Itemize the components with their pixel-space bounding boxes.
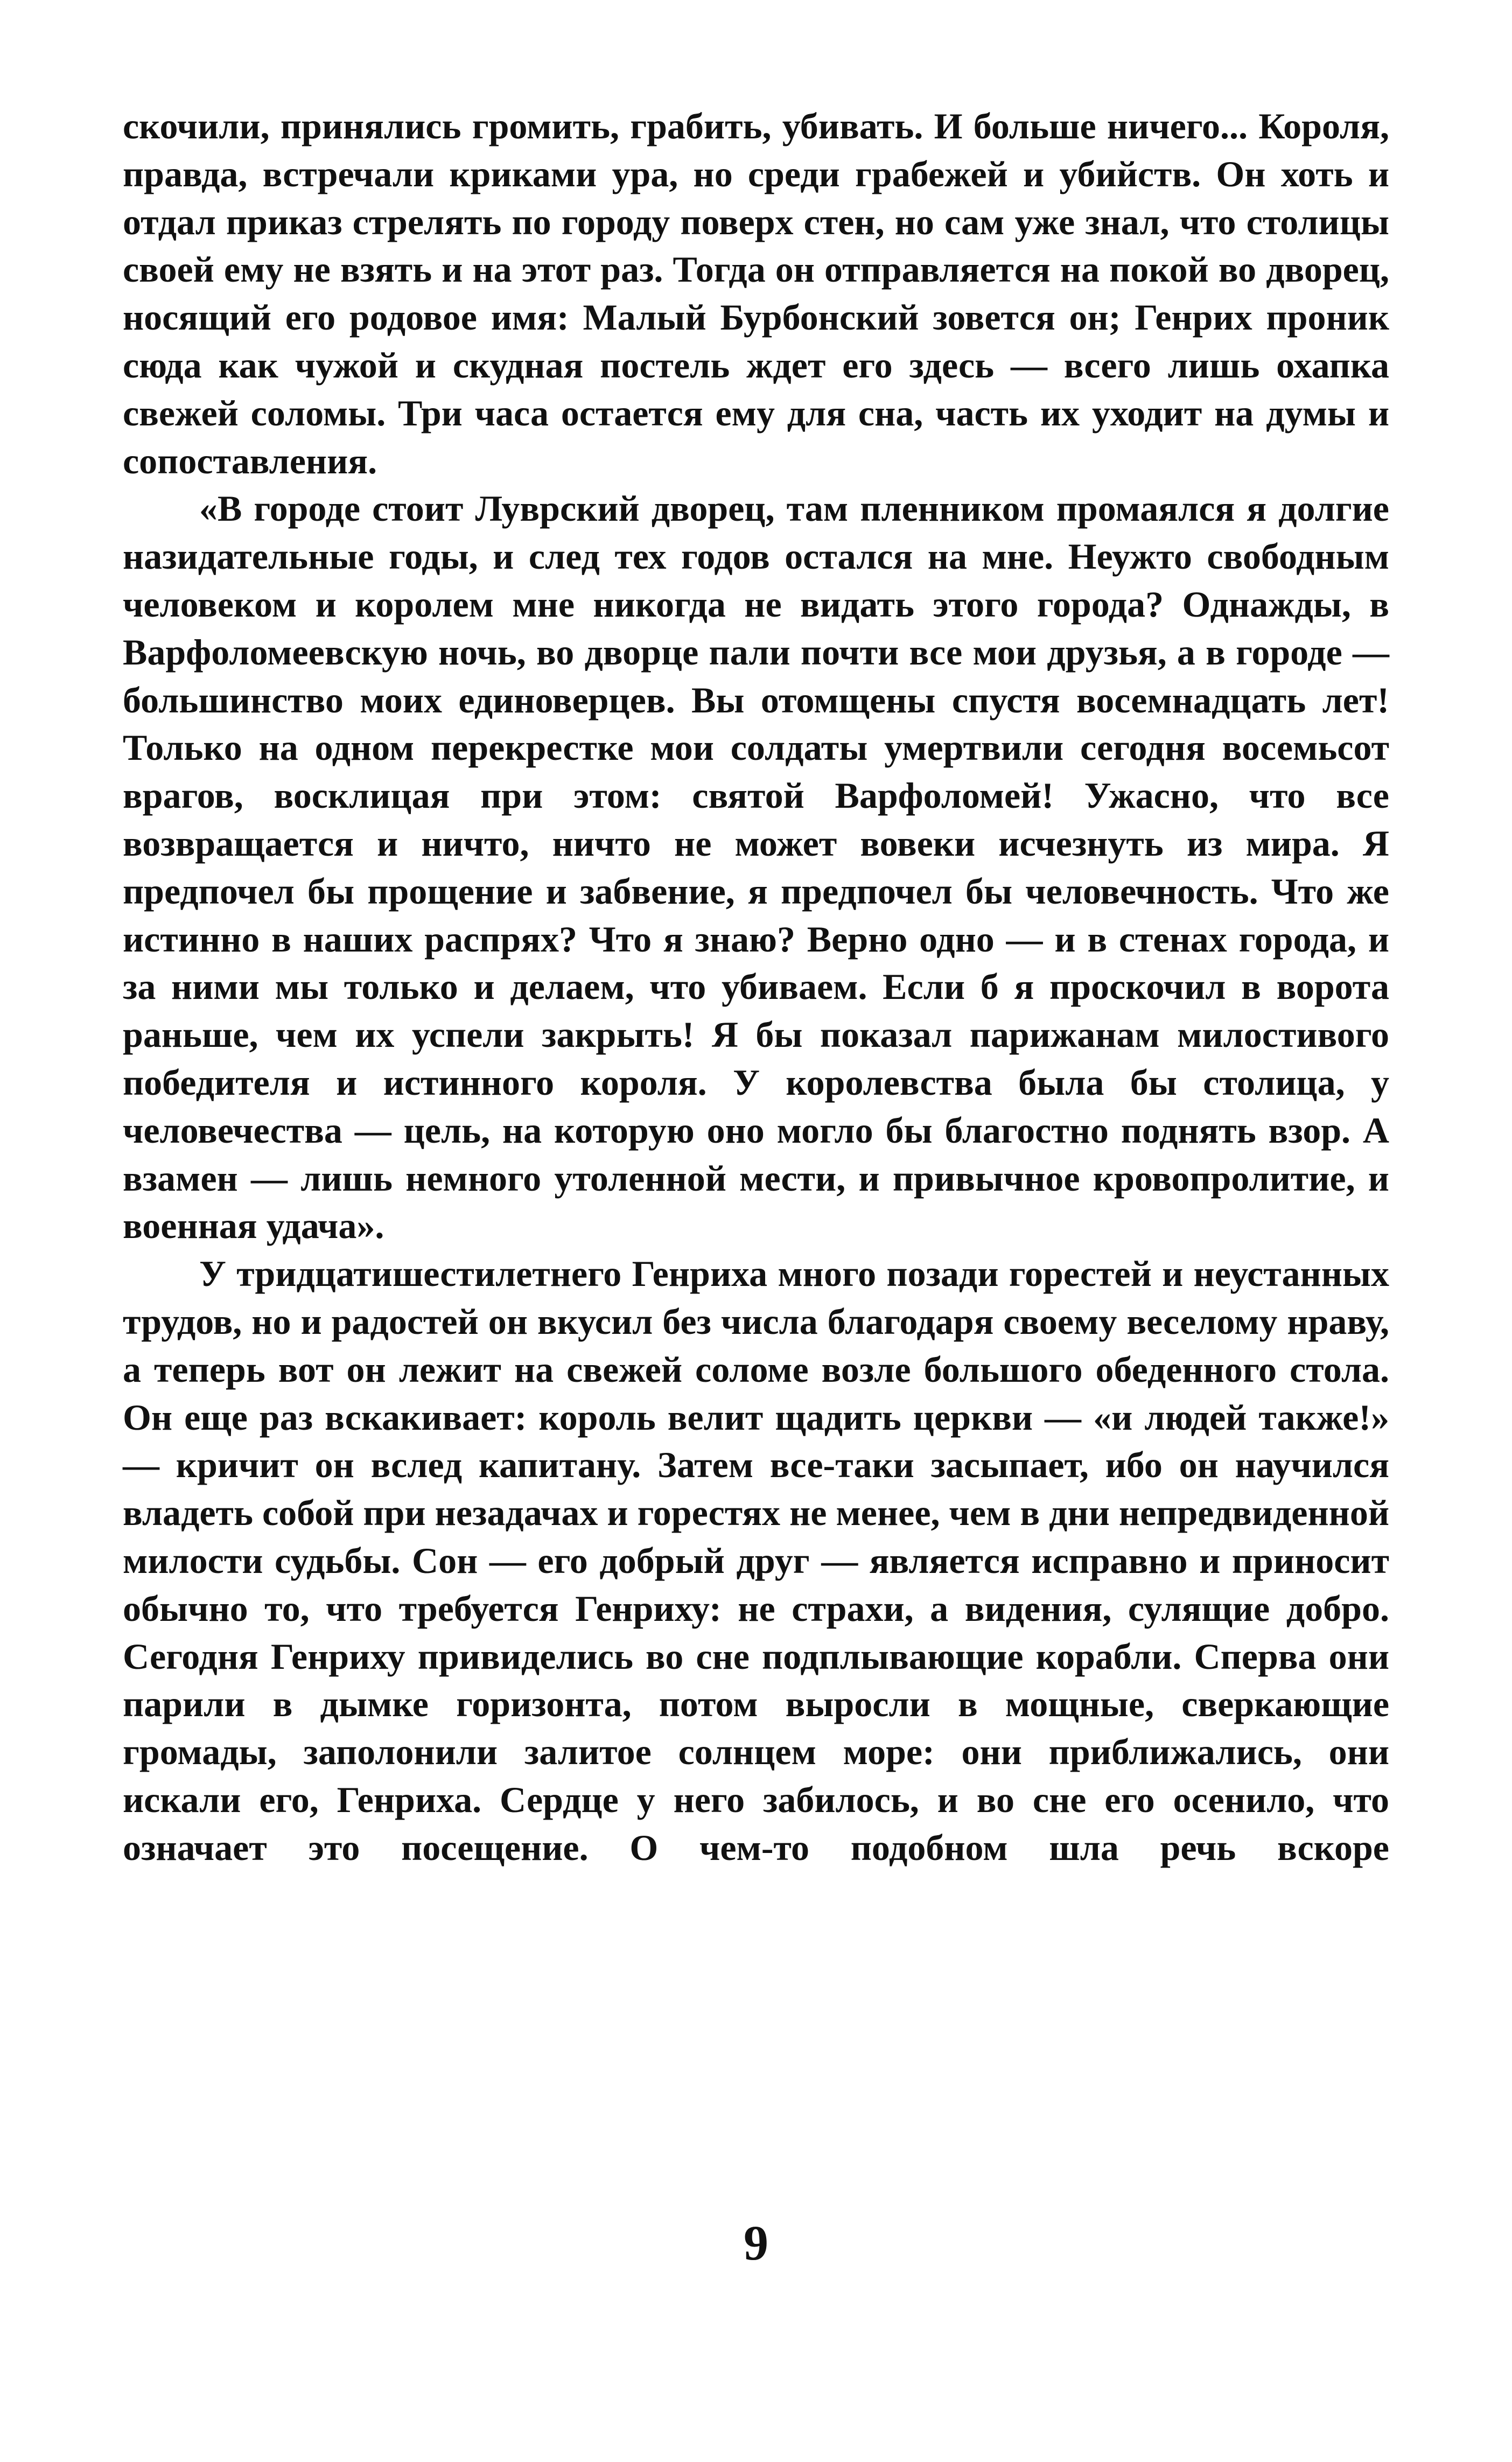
body-text	[123, 102, 1389, 1871]
paragraph-1: скочили, принялись громить, грабить, убивать. И больше ничего... Короля, правда, встречали криками ура, но среди грабежей и убийств. Он хоть и отдал приказ стрелять по городу поверх стен, но сам уже знал, что столицы своей ему не взять и на этот раз. Тогда он отправляется на покой во дворец, носящий его родовое имя: Малый Бурбонский зовется он; Генрих проник сюда как чужой и скудная постель ждет его здесь — всего лишь охапка свежей соломы. Три часа остается ему для сна, часть их уходит на думы и сопоставления.	[123, 106, 1389, 481]
paragraph-3: У тридцатишестилетнего Генриха много позади горестей и неустанных трудов, но и радостей он вкусил без числа благодаря своему веселому нраву, а теперь вот он лежит на свежей соломе возле большого обеденного стола. Он еще раз вскакивает: король велит щадить церкви — «и людей также!» — кричит он вслед капитану. Затем все-таки засыпает, ибо он научился владеть собой при незадачах и горестях не менее, чем в дни непредвиденной милости судьбы. Сон — его добрый друг — является исправно и приносит обычно то, что требуется Генриху: не страхи, а видения, сулящие добро. Сегодня Генриху привиделись во сне подплывающие корабли. Сперва они парили в дымке горизонта, потом выросли в мощные, сверкающие громады, заполонили залитое солнцем море: они приближались, они искали его, Генриха. Сердце у него забилось, и во сне его осенило, что означает это посещение. О чем-то подобном шла речь вскоре	[123, 1253, 1389, 1868]
page-number: 9	[744, 2215, 768, 2270]
paragraph-2: «В городе стоит Луврский дворец, там пленником промаялся я долгие назидательные годы, и след тех годов остался на мне. Неужто свободным человеком и королем мне никогда не видать этого города? Однажды, в Варфоломеевскую ночь, во дворце пали почти все мои друзья, а в городе — большинство моих единоверцев. Вы отомщены спустя восемнадцать лет! Только на одном перекрестке мои солдаты умертвили сегодня восемьсот врагов, восклицая при этом: святой Варфоломей! Ужасно, что все возвращается и ничто, ничто не может вовеки исчезнуть из мира. Я предпочел бы прощение и забвение, я предпочел бы человечность. Что же истинно в наших распрях? Что я знаю? Верно одно — и в стенах города, и за ними мы только и делаем, что убиваем. Если б я проскочил в ворота раньше, чем их успели закрыть! Я бы показал парижанам милостивого победителя и истинного короля. У королевства была бы столица, у человечества — цель, на которую оно могло бы благостно поднять взор. А взамен — лишь немного утоленной мести, и привычное кровопролитие, и военная удача».	[123, 488, 1389, 1247]
